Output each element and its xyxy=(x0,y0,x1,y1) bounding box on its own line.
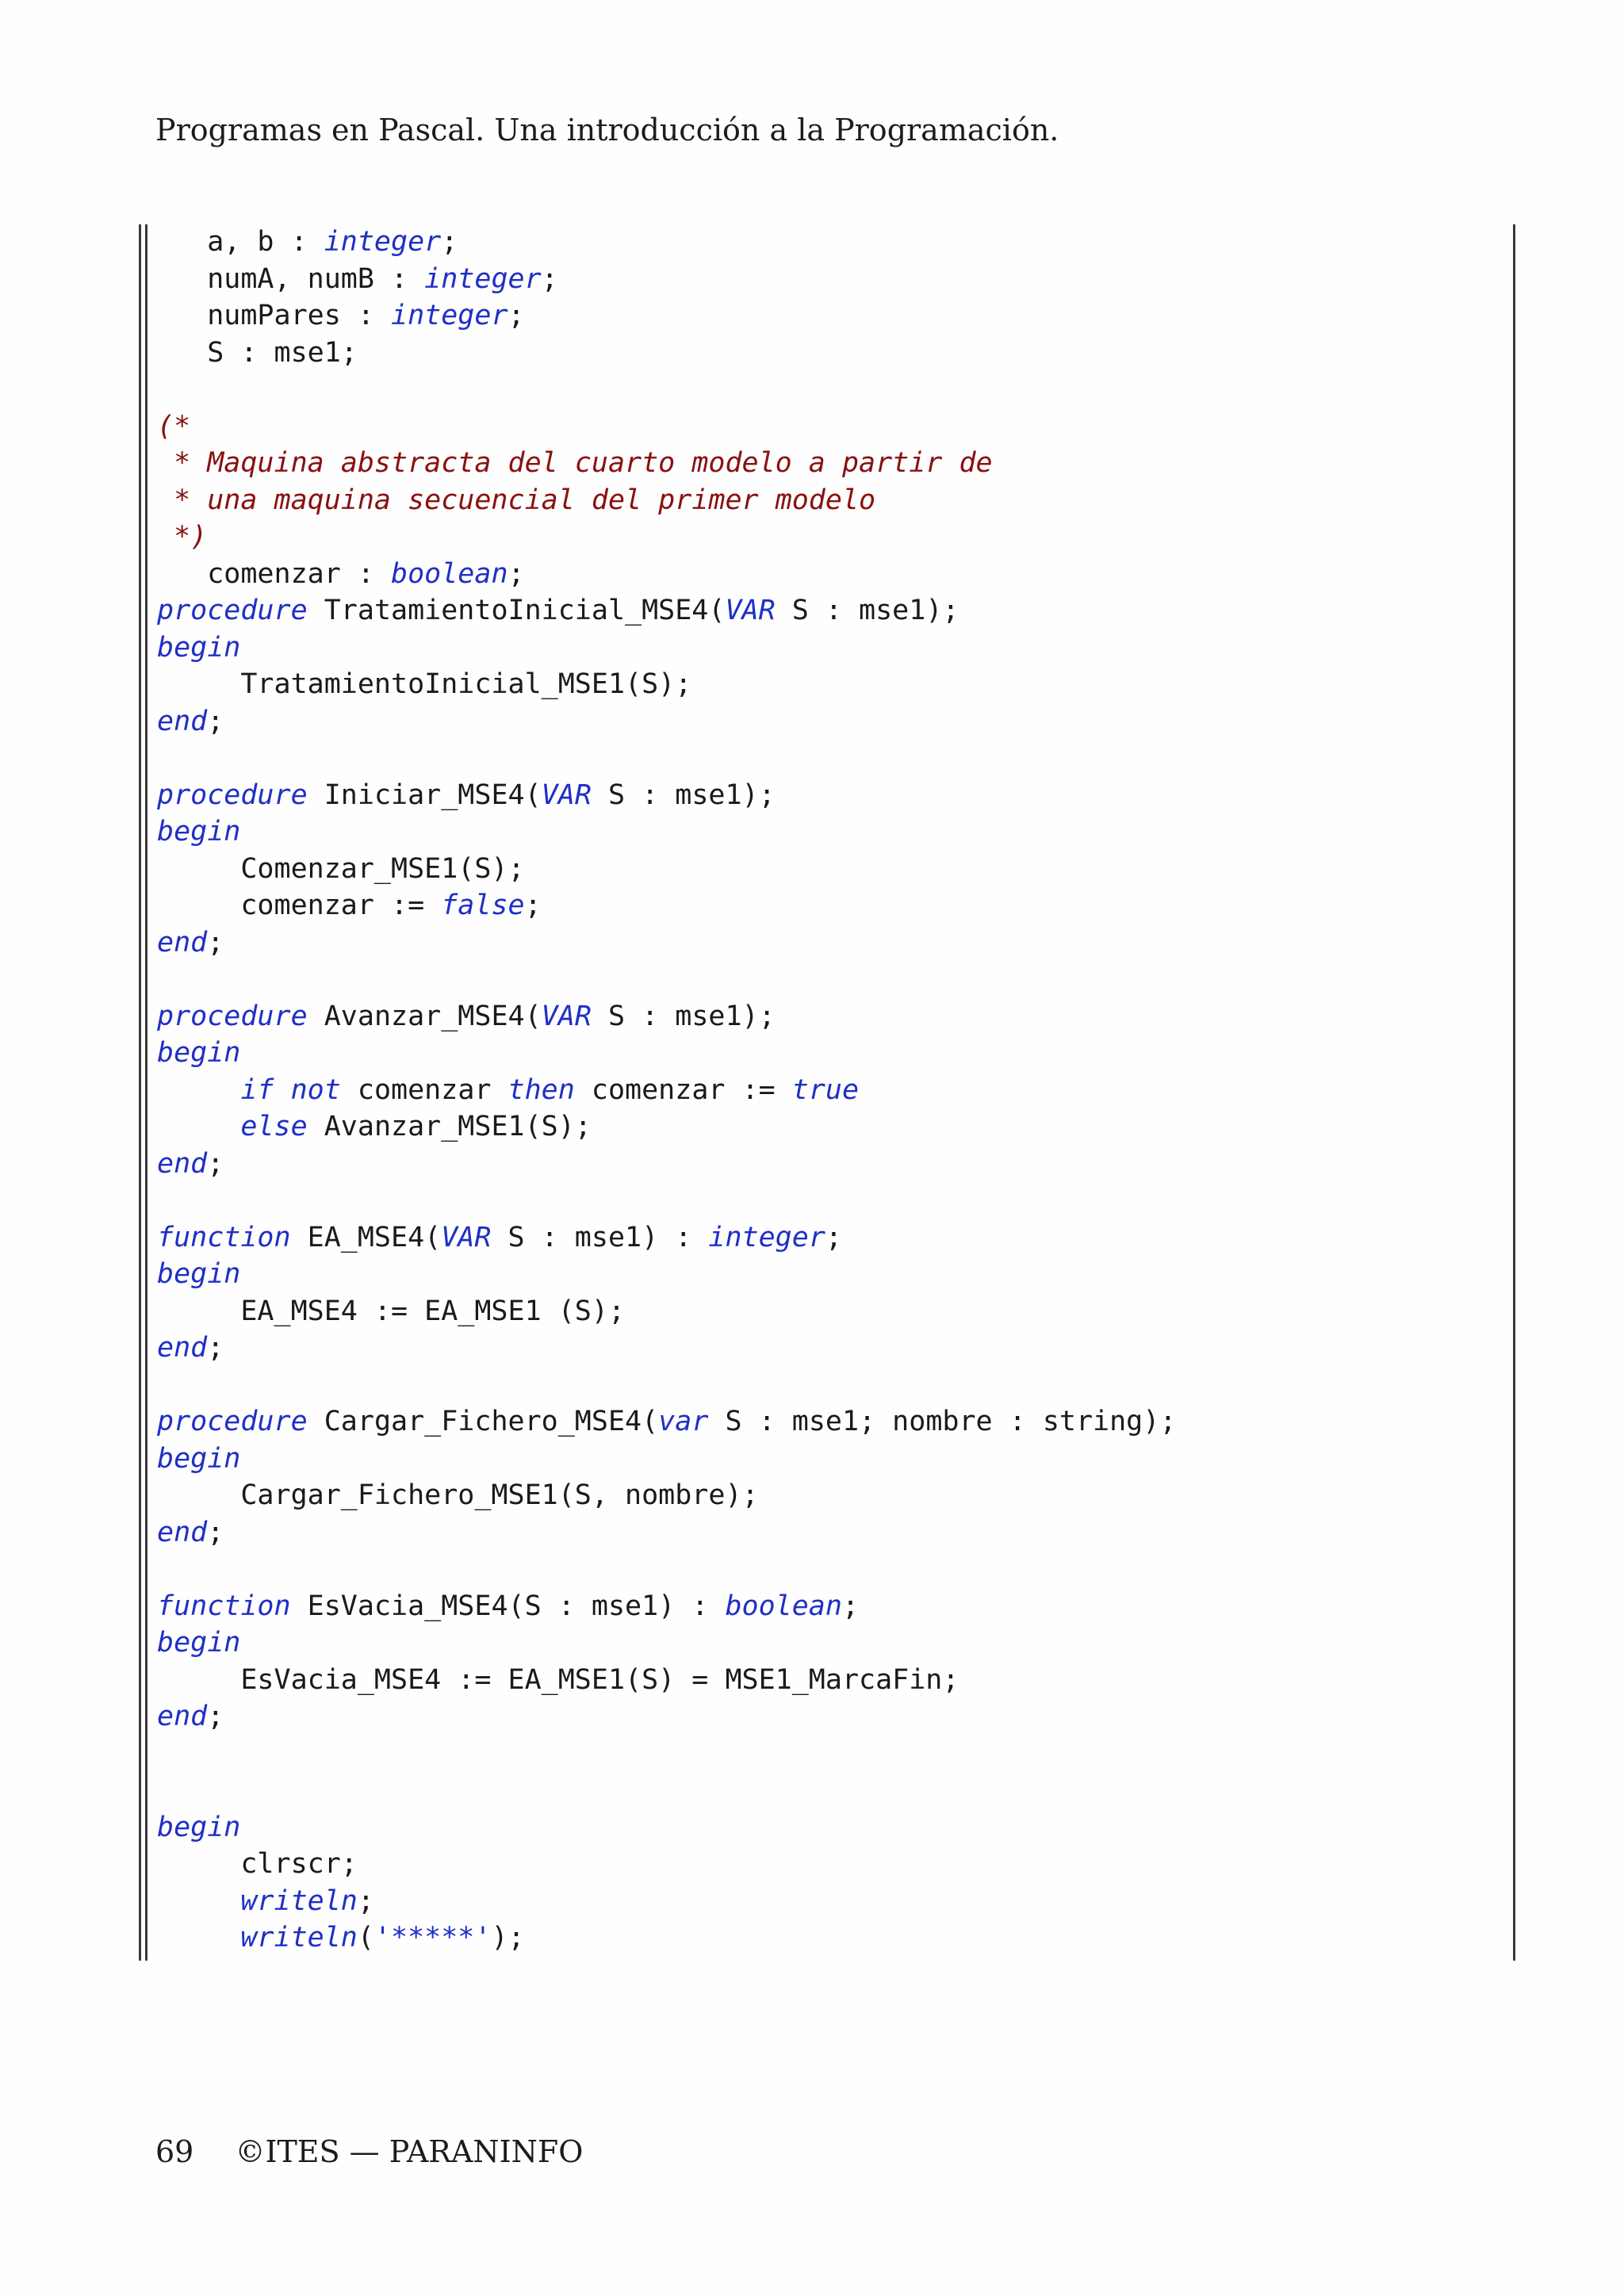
code-text xyxy=(157,1111,240,1142)
code-line xyxy=(157,445,1176,482)
code-text: Cargar_Fichero_MSE1(S, nombre); xyxy=(157,1479,759,1511)
code-line xyxy=(157,629,1176,667)
code-line xyxy=(157,961,1176,998)
code-keyword: integer xyxy=(708,1221,825,1253)
code-line xyxy=(157,1772,1176,1809)
code-line xyxy=(157,1403,1176,1441)
code-keyword: begin xyxy=(157,1627,241,1659)
code-keyword: then xyxy=(508,1073,575,1106)
code-line xyxy=(157,1846,1176,1883)
code-line xyxy=(157,666,1176,703)
code-text xyxy=(157,1885,240,1917)
code-line xyxy=(157,740,1176,777)
code-text: Iniciar_MSE4( xyxy=(307,779,542,811)
code-text: Cargar_Fichero_MSE4( xyxy=(307,1406,659,1437)
code-keyword: begin xyxy=(157,1037,241,1069)
code-keyword: boolean xyxy=(391,557,508,590)
page-header: Programas en Pascal. Una introducción a la Programación. xyxy=(155,113,1059,147)
code-text: ( xyxy=(357,1922,374,1954)
code-line xyxy=(157,1588,1176,1625)
code-text: TratamientoInicial_MSE4( xyxy=(307,595,726,626)
code-line xyxy=(157,1330,1176,1367)
code-text: S : mse1; xyxy=(157,336,358,369)
code-keyword: function xyxy=(157,1221,291,1253)
code-text: S : mse1); xyxy=(775,595,959,626)
code-text: ; xyxy=(207,1332,224,1364)
code-line xyxy=(157,1219,1176,1257)
code-text xyxy=(157,1922,240,1954)
code-keyword: writeln xyxy=(240,1922,358,1954)
code-text: TratamientoInicial_MSE1(S); xyxy=(157,668,692,700)
code-keyword: '*****' xyxy=(373,1922,492,1954)
code-text: ; xyxy=(207,1516,224,1548)
code-text: ; xyxy=(841,1590,860,1622)
code-text: S : mse1); xyxy=(591,1000,776,1032)
code-keyword: begin xyxy=(157,1811,241,1843)
code-text: ; xyxy=(207,926,224,959)
code-keyword: begin xyxy=(157,1258,241,1290)
code-keyword: else xyxy=(240,1111,308,1142)
code-keyword: function xyxy=(157,1590,291,1622)
code-line xyxy=(157,813,1176,851)
code-keyword: integer xyxy=(324,226,442,258)
code-line xyxy=(157,1809,1176,1846)
code-keyword: end xyxy=(157,1516,208,1548)
code-keyword: begin xyxy=(157,1442,241,1475)
code-line xyxy=(157,556,1176,593)
code-line xyxy=(157,1293,1176,1330)
code-text xyxy=(157,1074,240,1106)
code-line xyxy=(157,851,1176,888)
code-keyword: begin xyxy=(157,816,241,848)
code-line xyxy=(157,408,1176,446)
code-text: ; xyxy=(207,705,224,737)
code-text: ; xyxy=(524,890,542,921)
code-keyword: not xyxy=(290,1073,341,1106)
code-text: S : mse1; nombre : string); xyxy=(708,1406,1177,1437)
code-line xyxy=(157,1551,1176,1588)
code-line xyxy=(157,224,1176,261)
code-text: comenzar := xyxy=(157,890,442,921)
code-keyword: end xyxy=(157,1701,208,1732)
code-line xyxy=(157,371,1176,408)
code-text: Avanzar_MSE4( xyxy=(307,1000,542,1032)
code-text: ; xyxy=(825,1221,842,1253)
page-number: 69 xyxy=(155,2134,194,2169)
code-line xyxy=(157,1367,1176,1404)
code-keyword: false xyxy=(441,890,525,921)
code-text: clrscr; xyxy=(157,1848,358,1880)
code-line xyxy=(157,1108,1176,1146)
code-text: comenzar xyxy=(340,1073,508,1106)
code-line xyxy=(157,1072,1176,1109)
code-line xyxy=(157,261,1176,298)
code-keyword: integer xyxy=(424,262,542,295)
code-line xyxy=(157,777,1176,814)
code-line xyxy=(157,482,1176,519)
page-footer xyxy=(155,2134,583,2169)
copyright-notice: ©ITES — PARANINFO xyxy=(235,2134,584,2169)
code-keyword: VAR xyxy=(541,779,592,811)
code-text: EA_MSE4 := EA_MSE1 (S); xyxy=(157,1295,626,1327)
code-text: comenzar : xyxy=(157,557,392,590)
code-keyword: procedure xyxy=(157,1000,308,1032)
code-line xyxy=(157,1883,1176,1920)
code-keyword: procedure xyxy=(157,595,308,626)
code-text: ; xyxy=(357,1885,374,1917)
code-text: Avanzar_MSE1(S); xyxy=(307,1111,592,1142)
code-keyword: end xyxy=(157,705,208,737)
code-text: ); xyxy=(491,1922,525,1954)
code-line xyxy=(157,1477,1176,1514)
code-keyword: end xyxy=(157,1332,208,1364)
code-text: ; xyxy=(207,1147,224,1180)
code-text: numA, numB : xyxy=(157,262,425,295)
code-frame-left-inner-rule xyxy=(145,224,147,1961)
code-keyword: end xyxy=(157,926,208,959)
code-text: EsVacia_MSE4(S : mse1) : xyxy=(290,1590,726,1622)
code-line xyxy=(157,297,1176,335)
code-keyword: VAR xyxy=(725,595,776,626)
code-line xyxy=(157,592,1176,629)
code-line xyxy=(157,1698,1176,1735)
code-keyword: boolean xyxy=(725,1590,842,1622)
code-keyword: end xyxy=(157,1147,208,1180)
code-line xyxy=(157,335,1176,372)
code-line xyxy=(157,703,1176,740)
code-keyword: var xyxy=(658,1406,709,1437)
code-listing xyxy=(157,224,1176,1957)
code-text: numPares : xyxy=(157,300,392,331)
code-text: ; xyxy=(441,226,458,258)
code-line xyxy=(157,1624,1176,1662)
code-line xyxy=(157,1256,1176,1293)
code-text: EA_MSE4( xyxy=(290,1221,442,1253)
code-text: ; xyxy=(508,557,525,590)
code-line xyxy=(157,1919,1176,1957)
code-frame-left-outer-rule xyxy=(139,224,141,1961)
code-line xyxy=(157,998,1176,1035)
code-comment: * Maquina abstracta del cuarto modelo a partir de xyxy=(157,447,993,479)
code-text: comenzar := xyxy=(574,1073,792,1106)
code-keyword: procedure xyxy=(157,1406,308,1437)
code-text: S : mse1); xyxy=(591,779,776,811)
code-keyword: begin xyxy=(157,631,241,664)
code-frame-right-rule xyxy=(1513,224,1515,1961)
code-text: ; xyxy=(508,300,525,331)
code-text: ; xyxy=(207,1701,224,1732)
code-keyword: true xyxy=(791,1073,860,1106)
code-keyword: if xyxy=(240,1073,274,1106)
code-line xyxy=(157,887,1176,924)
code-line xyxy=(157,519,1176,556)
code-keyword: procedure xyxy=(157,779,308,811)
code-text: EsVacia_MSE4 := EA_MSE1(S) = MSE1_MarcaFin; xyxy=(157,1663,959,1696)
code-text: ; xyxy=(541,262,558,295)
code-keyword: VAR xyxy=(441,1221,492,1253)
code-line xyxy=(157,1735,1176,1773)
code-line xyxy=(157,1514,1176,1552)
code-line xyxy=(157,924,1176,962)
code-line xyxy=(157,1035,1176,1072)
code-comment: * una maquina secuencial del primer modelo xyxy=(157,484,876,516)
code-comment: (* xyxy=(157,410,191,442)
code-keyword: integer xyxy=(391,300,508,331)
code-keyword: VAR xyxy=(541,1000,592,1032)
code-text: Comenzar_MSE1(S); xyxy=(157,852,525,885)
code-keyword: writeln xyxy=(240,1885,358,1917)
code-line xyxy=(157,1441,1176,1478)
code-text: a, b : xyxy=(157,226,324,258)
code-line xyxy=(157,1662,1176,1699)
code-comment: *) xyxy=(157,521,208,553)
code-line xyxy=(157,1146,1176,1183)
code-text: S : mse1) : xyxy=(491,1221,709,1253)
code-line xyxy=(157,1182,1176,1219)
code-text xyxy=(274,1074,291,1106)
